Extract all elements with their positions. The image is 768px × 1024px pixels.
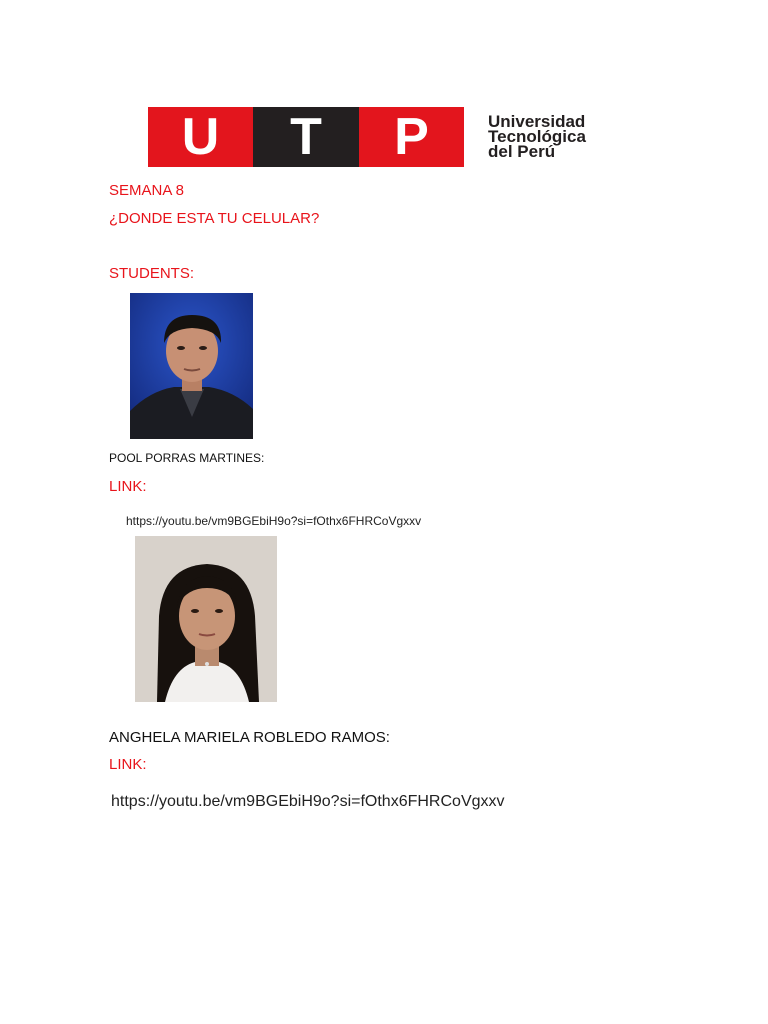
logo-name-line-1: Universidad [488,112,586,131]
student-photo-1 [130,293,253,439]
student-photo-2-image [135,536,277,702]
student-name-2: ANGHELA MARIELA ROBLEDO RAMOS: [109,729,390,746]
document-title: ¿DONDE ESTA TU CELULAR? [109,210,320,227]
week-label: SEMANA 8 [109,182,185,199]
student-photo-2 [135,536,277,702]
logo-letter-u: U [148,107,253,167]
logo-name-line-2: Tecnológica [488,127,586,146]
student-link-url-1[interactable]: https://youtu.be/vm9BGEbiH9o?si=fOthx6FHRCoVgxxv [126,514,422,528]
student-link-url-2[interactable]: https://youtu.be/vm9BGEbiH9o?si=fOthx6FHRCoVgxxv [111,793,505,810]
students-label: STUDENTS: [109,265,195,282]
student-name-1: POOL PORRAS MARTINES: [109,451,265,465]
logo-university-name [488,114,586,159]
student-photo-1-image [130,293,253,439]
logo-letter-t: T [253,107,359,167]
logo-name-line-3: del Perú [488,142,556,161]
student-link-label-1: LINK: [109,478,147,495]
logo-letter-p: P [359,107,464,167]
utp-logo [148,107,464,167]
student-link-label-2: LINK: [109,756,147,773]
